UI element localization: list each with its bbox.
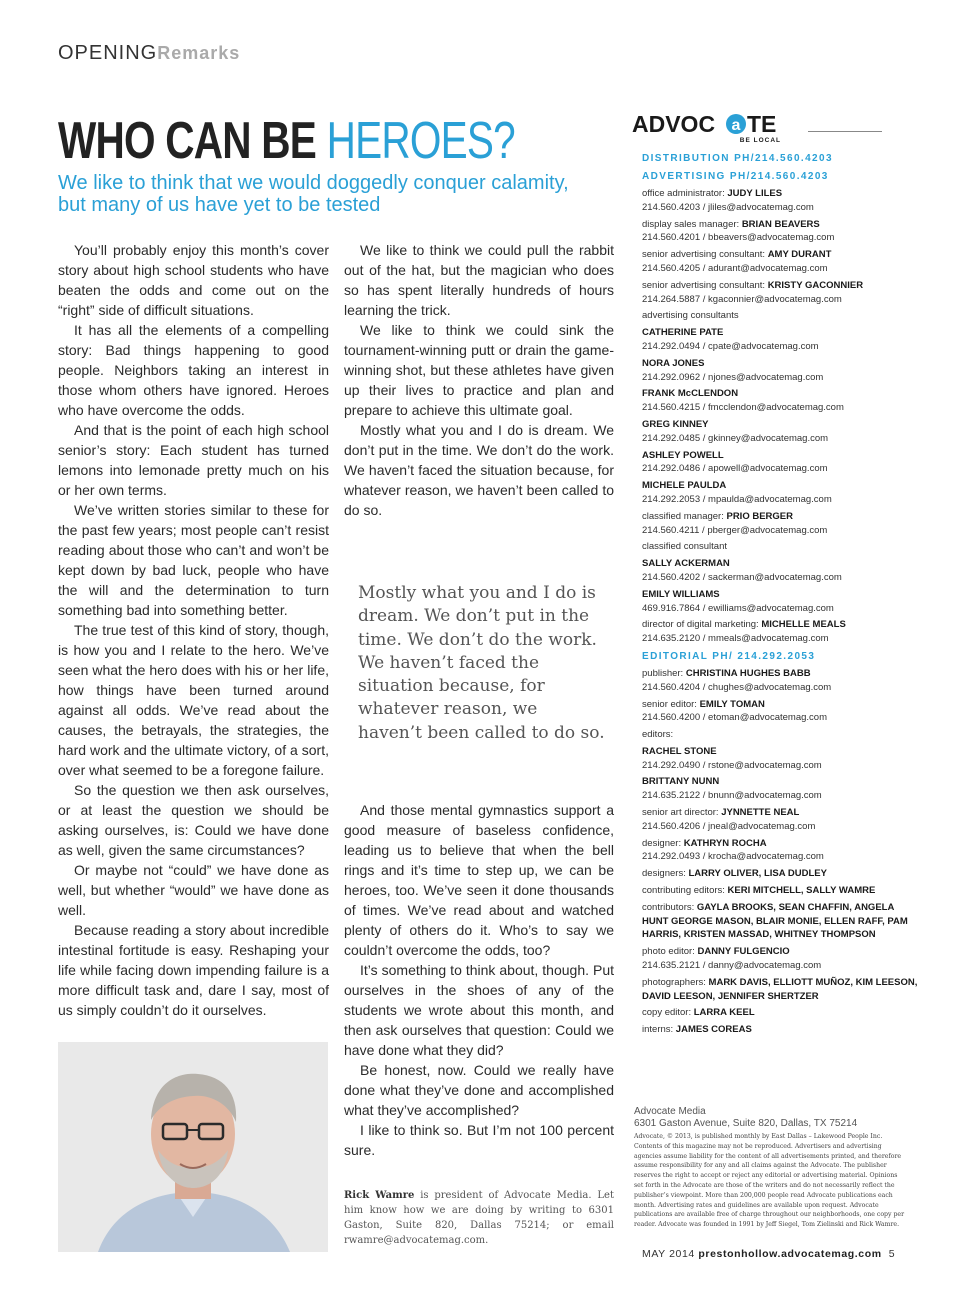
pull-quote: Mostly what you and I do is dream. We don’t put in the time. We don’t do the work. We haven’t faced the situation because, for whatever reason, we haven’t been called to do so. — [358, 583, 605, 743]
masthead-entry — [642, 775, 922, 803]
paragraph: And those mental gymnastics support a good measure of baseless confidence, leading us to believe that when the bell rings and it’s time to step up, we can be heroes, too. We’ve seen it done thousands of times. We’ve read about and watched plenty of others do it. Who’s to say we couldn’t overcome the odds, too? — [344, 802, 614, 958]
masthead-name: NORA JONES — [642, 357, 705, 369]
headline-part1: WHO CAN BE — [58, 112, 327, 170]
article-column-2-top — [344, 240, 614, 520]
masthead — [642, 148, 922, 1037]
headline-part2: HEROES? — [326, 112, 515, 170]
masthead-name: EMILY WILLIAMS — [642, 588, 720, 600]
kicker-opening: OPENING — [58, 42, 158, 64]
masthead-entry — [642, 218, 922, 246]
article-column-2-bottom — [344, 800, 614, 1160]
paragraph: And that is the point of each high school senior’s story: Each student has turned lemons into lemonade pretty much on his or her own terms. — [58, 422, 329, 498]
masthead-contact: 214.560.4200 / etoman@advocatemag.com — [642, 712, 827, 724]
masthead-section-heading: DISTRIBUTION PH/214.560.4203 — [642, 153, 833, 164]
masthead-contact: 214.560.4203 / jliles@advocatemag.com — [642, 201, 814, 213]
masthead-name: KRISTY GACONNIER — [767, 279, 864, 291]
paragraph: Mostly what you and I do is dream. We don’t put in the time. We don’t do the work. We haven’t faced the situation because, for whatever reason, we haven’t been called to do so. — [344, 422, 614, 518]
masthead-entry — [642, 357, 922, 385]
masthead-name: BRIAN BEAVERS — [741, 218, 820, 230]
publisher-company: Advocate Media — [634, 1106, 706, 1117]
masthead-role: office administrator: — [642, 188, 728, 199]
logo-text-a: ADVOC — [632, 111, 716, 137]
masthead-contact: 214.560.4215 / fmcclendon@advocatemag.com — [642, 402, 844, 414]
masthead-entry — [642, 479, 922, 507]
masthead-name: KERI MITCHELL, SALLY WAMRE — [727, 885, 876, 897]
masthead-role: senior editor: — [642, 698, 700, 710]
advocate-logo — [632, 110, 784, 144]
paragraph: Be honest, now. Could we really have done what they’ve done and accomplished what they’ve accomplished? — [344, 1062, 614, 1118]
masthead-entry — [642, 745, 922, 773]
masthead-role: designer: — [642, 837, 684, 849]
folio-page-number: 5 — [888, 1248, 896, 1260]
masthead-contact: 214.292.0486 / apowell@advocatemag.com — [642, 463, 828, 475]
masthead-entry — [642, 1023, 922, 1037]
masthead-role: editors: — [642, 729, 674, 741]
deck-subtitle: We like to think that we would doggedly conquer calamity, but many of us have yet to be tested — [58, 172, 569, 216]
page-folio — [642, 1248, 895, 1260]
masthead-entry — [642, 945, 922, 973]
kicker-remarks: Remarks — [157, 43, 241, 63]
masthead-role: interns: — [642, 1024, 676, 1036]
masthead-entry — [642, 901, 922, 942]
masthead-section-heading: ADVERTISING PH/214.560.4203 — [642, 171, 829, 182]
masthead-name: ASHLEY POWELL — [642, 449, 724, 461]
paragraph: It’s something to think about, though. Put ourselves in the shoes of any of the students we wrote about this month, and then ask ourselves that question: Could we have done what they did? — [344, 962, 614, 1058]
folio-site: prestonhollow.advocatemag.com — [698, 1248, 882, 1260]
logo-tagline: BE LOCAL — [739, 137, 781, 144]
masthead-entry — [642, 449, 922, 477]
masthead-contact: 214.264.5887 / kgaconnier@advocatemag.com — [642, 293, 842, 305]
masthead-name: EMILY TOMAN — [699, 698, 765, 710]
masthead-entry — [642, 279, 922, 307]
author-portrait-image — [58, 1042, 328, 1252]
paragraph: The true test of this kind of story, though, is how you and I relate to the hero. We’ve seen what the hero does with his or her life, how things have been turned around against all odds. We’ve read about the causes, the betrayals, the strategies, the hard work and the ultimate victory, of a sort, over what seemed to be a foregone failure. — [58, 622, 329, 778]
masthead-role: contributors: — [642, 901, 697, 913]
masthead-name: AMY DURANT — [767, 249, 832, 261]
author-bio-text: is president of Advocate Media. Let him know how we are doing by writing to 6301 Gaston, Suite 820, Dallas 75214; or email rwamre@advocatemag.com. — [344, 1190, 614, 1246]
masthead-role: photographers: — [642, 976, 709, 988]
paragraph: It has all the elements of a compelling story: Bad things happening to good people. Neighbors taking an interest in those whom others have ignored. Heroes who have overcome the odds. — [58, 322, 329, 418]
masthead-name: SALLY ACKERMAN — [642, 558, 730, 570]
headline — [58, 110, 515, 172]
masthead-contact: 214.292.0490 / rstone@advocatemag.com — [642, 759, 822, 771]
masthead-entry — [642, 618, 922, 646]
masthead-role: copy editor: — [642, 1007, 694, 1019]
masthead-name: RACHEL STONE — [642, 745, 717, 757]
author-bio — [344, 1188, 614, 1248]
masthead-entry — [642, 418, 922, 446]
masthead-contact: 469.916.7864 / ewilliams@advocatemag.com — [642, 602, 834, 614]
masthead-role: director of digital marketing: — [642, 619, 762, 631]
masthead-role: classified consultant — [642, 541, 728, 553]
masthead-contact: 214.560.4211 / pberger@advocatemag.com — [642, 524, 828, 536]
paragraph: Because reading a story about incredible intestinal fortitude is easy. Reshaping your life while facing down impending failure is a more difficult task and, dare I say, most of us simply couldn’t do it ourselves. — [58, 922, 329, 1018]
masthead-entry — [642, 1006, 922, 1020]
masthead-role: photo editor: — [642, 946, 698, 958]
masthead-role: designers: — [642, 868, 689, 880]
masthead-entry — [642, 540, 922, 554]
masthead-name: JAMES COREAS — [675, 1024, 752, 1036]
masthead-name: LARRA KEEL — [693, 1007, 755, 1019]
masthead-role: display sales manager: — [642, 218, 742, 230]
masthead-name: JUDY LILES — [727, 188, 783, 199]
masthead-contact: 214.292.2053 / mpaulda@advocatemag.com — [642, 493, 832, 505]
masthead-name: MARK DAVIS, ELLIOTT MUÑOZ, KIM LEESON, DAVID LEESON, JENNIFER SHERTZER — [642, 976, 918, 1002]
masthead-entry — [642, 309, 922, 323]
paragraph: So the question we then ask ourselves, or at least the question we should be asking ourselves, is: Could we have done as well, given the same circumstances? — [58, 782, 329, 858]
masthead-name: KATHRYN ROCHA — [683, 837, 767, 849]
paragraph: I like to think so. But I’m not 100 percent sure. — [344, 1122, 614, 1158]
masthead-contact: 214.560.4205 / adurant@advocatemag.com — [642, 262, 828, 274]
paragraph: We’ve written stories similar to these for the past few years; most people can’t resist reading about those who can’t and won’t be kept down by bad luck, people who have the will and the determination to turn something bad into something better. — [58, 502, 329, 618]
paragraph: You’ll probably enjoy this month’s cover story about high school students who have beaten the odds and come out on the “right” side of difficult situations. — [58, 242, 329, 318]
masthead-name: MICHELE PAULDA — [642, 480, 727, 492]
section-kicker — [58, 42, 240, 65]
logo-text-b: a — [731, 117, 741, 134]
masthead-name: MICHELLE MEALS — [761, 619, 846, 631]
paragraph: We like to think we could pull the rabbit out of the hat, but the magician who does so has spent literally hundreds of hours learning the trick. — [344, 242, 614, 318]
masthead-entry — [642, 187, 922, 215]
masthead-name: GAYLA BROOKS, SEAN CHAFFIN, ANGELA HUNT GEORGE MASON, BLAIR MONIE, ELLEN RAFF, PAM HARRIS, KRISTEN MASSAD, WHITNEY THOMPSON — [642, 901, 908, 941]
masthead-entry — [642, 806, 922, 834]
masthead-entry — [642, 884, 922, 898]
paragraph: Or maybe not “could” we have done as well, but whether “would” we have done as well. — [58, 862, 329, 918]
masthead-name: JYNNETTE NEAL — [721, 807, 800, 819]
masthead-role: senior art director: — [642, 807, 722, 819]
masthead-entry — [642, 976, 922, 1004]
masthead-entry — [642, 867, 922, 881]
author-photo — [58, 1042, 328, 1252]
publisher-fine-print — [634, 1106, 906, 1230]
masthead-name: GREG KINNEY — [642, 418, 709, 430]
masthead-contact: 214.292.0493 / krocha@advocatemag.com — [642, 851, 824, 863]
publisher-address: 6301 Gaston Avenue, Suite 820, Dallas, TX 75214 — [634, 1118, 858, 1129]
masthead-role: classified manager: — [642, 510, 727, 522]
logo-rule — [808, 131, 882, 132]
masthead-role: senior advertising consultant: — [642, 249, 768, 261]
masthead-entry — [642, 837, 922, 865]
masthead-contact: 214.292.0485 / gkinney@advocatemag.com — [642, 432, 829, 444]
masthead-contact: 214.292.0494 / cpate@advocatemag.com — [642, 340, 819, 352]
masthead-entry — [642, 588, 922, 616]
legal-notice: Advocate, © 2013, is published monthly by East Dallas – Lakewood People Inc. Contents of this magazine may not be reproduced. Advertisers and advertising agencies assume liability for the content of all advertisements printed, and therefore assume responsibility for any and all claims against the Advocate. The publisher reserves the right to accept or reject any editorial or advertising material. Opinions set forth in the Advocate are those of the writers and do not necessarily reflect the publisher’s viewpoint. More than 200,000 people read Advocate publications each month. Advertising rates and guidelines are available upon request. Advocate publications are available free of charge throughout our neighborhoods, one copy per reader. Advocate was founded in 1991 by Jeff Siegel, Tom Zielinski and Rick Wamre. — [634, 1133, 905, 1229]
masthead-entry — [642, 728, 922, 742]
masthead-role: publisher: — [642, 667, 686, 679]
masthead-entry — [642, 387, 922, 415]
masthead-contact: 214.292.0962 / njones@advocatemag.com — [642, 371, 824, 383]
masthead-section-heading: EDITORIAL PH/ 214.292.2053 — [642, 650, 816, 662]
author-name: Rick Wamre — [344, 1190, 415, 1201]
masthead-role: advertising consultants — [642, 310, 739, 322]
masthead-role: contributing editors: — [642, 885, 728, 897]
masthead-contact: 214.635.2121 / danny@advocatemag.com — [642, 960, 822, 972]
masthead-name: CATHERINE PATE — [642, 327, 724, 339]
masthead-entry — [642, 557, 922, 585]
masthead-name: BRITTANY NUNN — [642, 776, 720, 788]
masthead-contact: 214.560.4201 / bbeavers@advocatemag.com — [642, 232, 835, 244]
masthead-role: senior advertising consultant: — [642, 279, 768, 291]
masthead-entry — [642, 510, 922, 538]
article-column-1 — [58, 240, 329, 1020]
masthead-entry — [642, 667, 922, 695]
logo-text-c: TE — [747, 111, 777, 137]
masthead-contact: 214.635.2122 / bnunn@advocatemag.com — [642, 790, 822, 802]
masthead-contact: 214.635.2120 / mmeals@advocatemag.com — [642, 633, 829, 645]
masthead-name: FRANK McCLENDON — [642, 388, 739, 400]
masthead-contact: 214.560.4202 / sackerman@advocatemag.com — [642, 571, 842, 583]
masthead-entry — [642, 326, 922, 354]
paragraph: We like to think we could sink the tournament-winning putt or drain the game-winning shot, but these athletes have given up their lives to practice and plan and prepare to achieve this ultimate goal. — [344, 322, 614, 418]
masthead-entry — [642, 248, 922, 276]
masthead-contact: 214.560.4204 / chughes@advocatemag.com — [642, 681, 832, 693]
masthead-name: LARRY OLIVER, LISA DUDLEY — [688, 868, 827, 880]
folio-date: MAY 2014 — [642, 1248, 699, 1260]
masthead-name: PRIO BERGER — [726, 510, 793, 522]
masthead-contact: 214.560.4206 / jneal@advocatemag.com — [642, 820, 816, 832]
masthead-name: DANNY FULGENCIO — [697, 946, 790, 958]
masthead-name: CHRISTINA HUGHES BABB — [685, 667, 811, 679]
masthead-entry — [642, 698, 922, 726]
advocate-logo-mark — [632, 110, 784, 144]
